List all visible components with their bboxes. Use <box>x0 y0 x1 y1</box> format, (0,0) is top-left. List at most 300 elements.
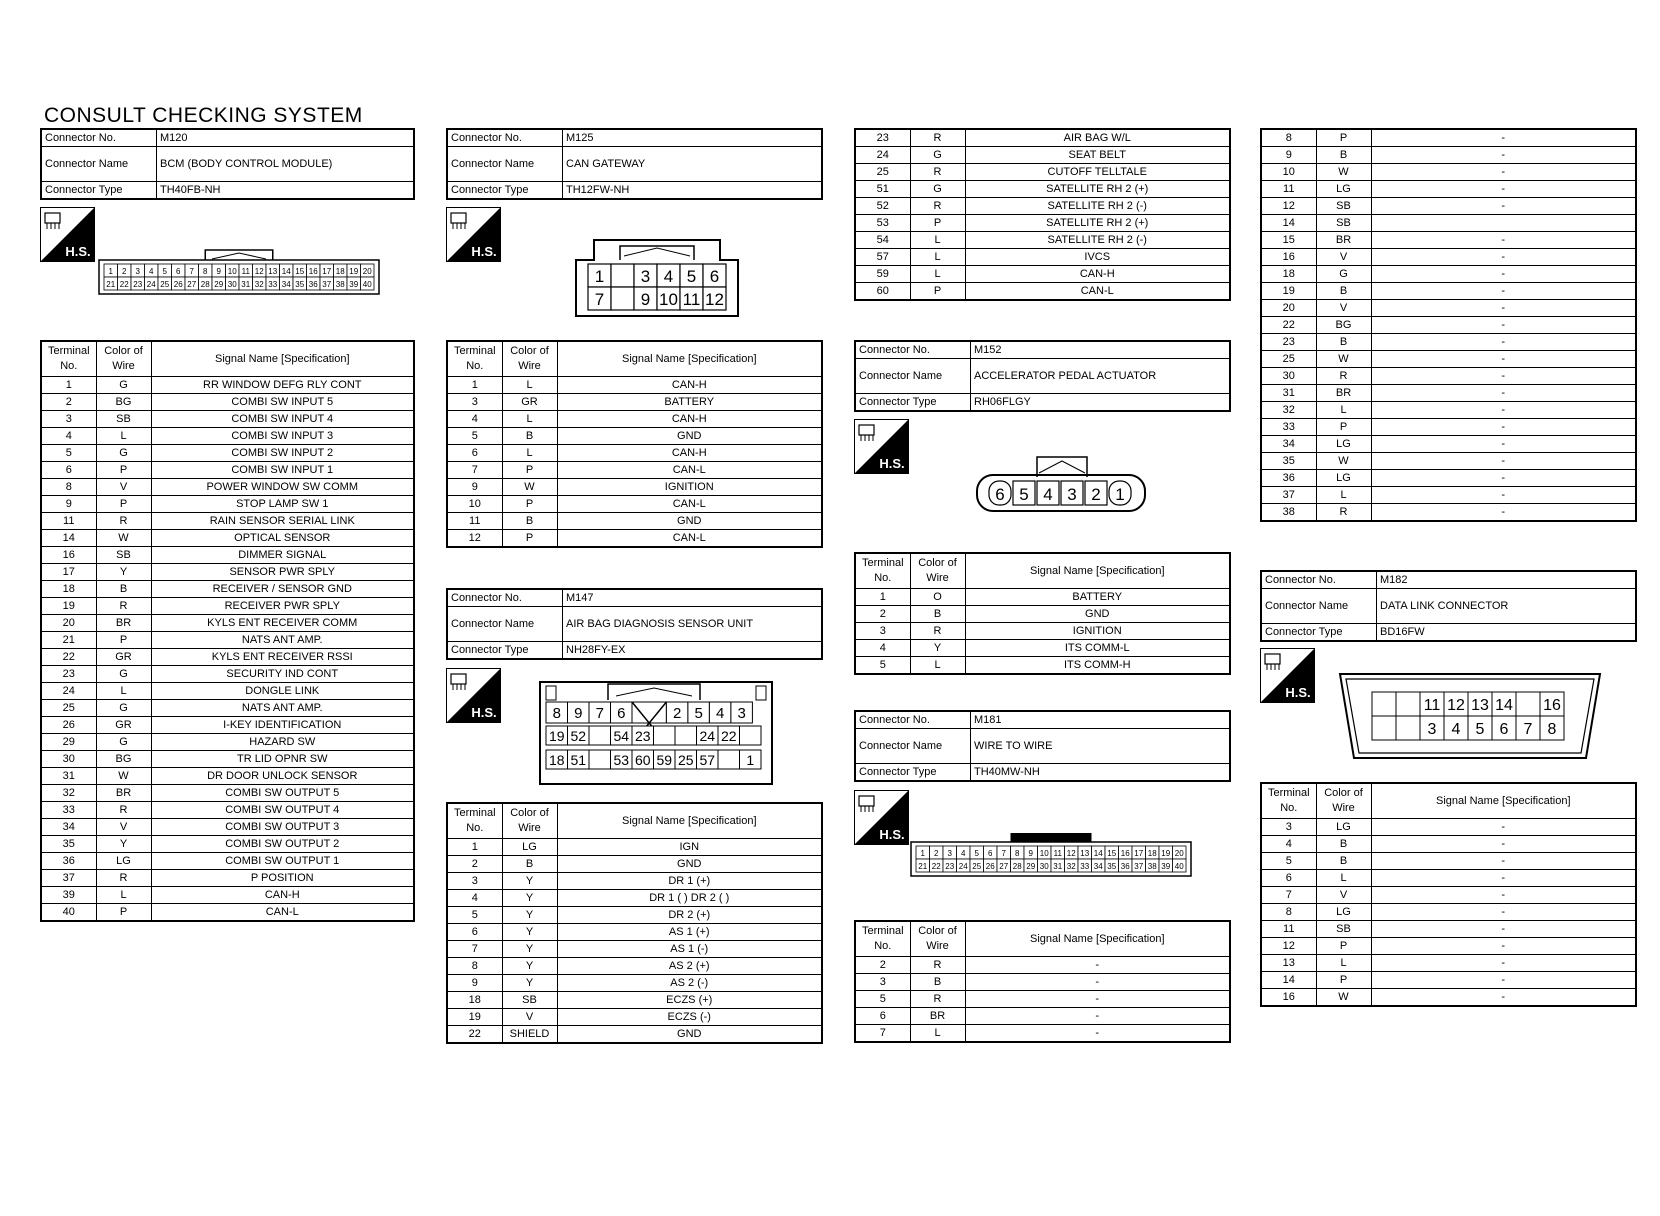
pin-number: 34 <box>1093 862 1103 871</box>
pin-number: 12 <box>1447 697 1465 714</box>
terminal-no-cell: 3 <box>41 411 96 428</box>
pin-row <box>447 377 822 394</box>
pin-number: 57 <box>699 752 716 768</box>
connector-key <box>1011 833 1092 842</box>
pin-number: 36 <box>308 280 318 289</box>
pin-number: 3 <box>947 849 952 858</box>
pin-number: 16 <box>1120 849 1130 858</box>
m125-pin-section <box>446 340 823 548</box>
signal-name-cell: COMBI SW INPUT 1 <box>151 462 414 479</box>
hs-connector-icon <box>446 668 501 723</box>
pin-number: 39 <box>1161 862 1171 871</box>
m152-connector-diagram <box>975 455 1147 521</box>
terminal-no-cell: 5 <box>855 991 910 1008</box>
pin-number: 7 <box>594 290 605 309</box>
wire-color-cell: SB <box>502 992 557 1009</box>
m152-pin-section <box>854 552 1231 675</box>
pin-number: 38 <box>335 280 345 289</box>
wire-color-cell: LG <box>96 853 151 870</box>
wire-color-cell: P <box>910 215 965 232</box>
signal-name-cell: ITS COMM-H <box>965 657 1230 675</box>
pin-number: 7 <box>189 267 194 276</box>
color-of-wire-header: Color of Wire <box>910 921 965 957</box>
pin-number: 1 <box>1115 485 1125 504</box>
terminal-no-cell: 37 <box>41 870 96 887</box>
signal-name-cell: BATTERY <box>557 394 822 411</box>
pin-number: 5 <box>694 705 703 722</box>
pin-number: 31 <box>1053 862 1063 871</box>
wire-color-cell: V <box>1316 300 1371 317</box>
signal-name-cell: GND <box>557 856 822 873</box>
terminal-no-cell: 34 <box>41 819 96 836</box>
pin-row <box>447 873 822 890</box>
terminal-no-header: Terminal No. <box>1261 783 1316 819</box>
pin-number: 17 <box>1134 849 1144 858</box>
pin-row <box>41 717 414 734</box>
terminal-no-cell: 20 <box>41 615 96 632</box>
pin-row <box>41 530 414 547</box>
terminal-no-cell: 54 <box>855 232 910 249</box>
wire-color-cell: L <box>502 377 557 394</box>
m152-pin-table <box>854 552 1231 675</box>
pin-row <box>447 496 822 513</box>
m147-pin-table <box>446 802 823 1044</box>
pin-row <box>1261 853 1636 870</box>
connector-name-value: BCM (BODY CONTROL MODULE) <box>157 147 415 182</box>
wire-color-cell: W <box>1316 164 1371 181</box>
terminal-no-cell: 32 <box>41 785 96 802</box>
pin-row <box>1261 351 1636 368</box>
terminal-no-cell: 1 <box>447 377 502 394</box>
pin-number: 6 <box>988 849 993 858</box>
signal-name-cell: DIMMER SIGNAL <box>151 547 414 564</box>
pin-number: 21 <box>106 280 116 289</box>
signal-name-cell: DR DOOR UNLOCK SENSOR <box>151 768 414 785</box>
pin-row <box>855 657 1230 675</box>
signal-name-cell: - <box>1371 317 1636 334</box>
signal-name-cell: - <box>1371 870 1636 887</box>
m147-pin-section <box>446 802 823 1044</box>
pin-row <box>41 819 414 836</box>
wire-color-cell: L <box>502 445 557 462</box>
pin-cell <box>675 726 697 745</box>
pin-row <box>1261 955 1636 972</box>
pin-number: 10 <box>227 267 237 276</box>
pin-cell <box>1516 692 1540 716</box>
pin-row <box>41 547 414 564</box>
signal-name-cell: GND <box>965 606 1230 623</box>
terminal-no-cell: 4 <box>41 428 96 445</box>
signal-name-header: Signal Name [Specification] <box>151 341 414 377</box>
signal-name-cell: COMBI SW OUTPUT 4 <box>151 802 414 819</box>
terminal-no-cell: 30 <box>1261 368 1316 385</box>
connector-no-value: M152 <box>971 341 1231 359</box>
pin-row <box>855 991 1230 1008</box>
pin-number: 4 <box>663 267 674 286</box>
pin-row <box>41 615 414 632</box>
pin-number: 31 <box>241 280 251 289</box>
pin-row <box>41 700 414 717</box>
terminal-no-cell: 35 <box>1261 453 1316 470</box>
terminal-no-cell: 22 <box>447 1026 502 1044</box>
signal-name-cell: IGNITION <box>557 479 822 496</box>
pin-row <box>41 479 414 496</box>
pin-number: 11 <box>1423 697 1441 714</box>
pin-number: 35 <box>1107 862 1117 871</box>
pin-number: 23 <box>133 280 143 289</box>
connector-type-value: TH12FW-NH <box>563 182 823 200</box>
signal-name-cell: ITS COMM-L <box>965 640 1230 657</box>
wire-color-cell: B <box>1316 283 1371 300</box>
wire-color-cell: GR <box>502 394 557 411</box>
pin-row <box>447 530 822 548</box>
wire-color-cell: G <box>96 700 151 717</box>
pin-row <box>855 1008 1230 1025</box>
wire-color-cell: V <box>1316 887 1371 904</box>
terminal-no-cell: 30 <box>41 751 96 768</box>
connector-no-value: M120 <box>157 129 415 147</box>
terminal-no-cell: 6 <box>855 1008 910 1025</box>
terminal-no-cell: 37 <box>1261 487 1316 504</box>
signal-name-cell: - <box>1371 232 1636 249</box>
terminal-no-cell: 7 <box>1261 887 1316 904</box>
pin-number: 2 <box>1091 485 1101 504</box>
pin-row <box>855 606 1230 623</box>
wire-color-cell: G <box>96 445 151 462</box>
m120-info-table <box>40 128 415 200</box>
pin-number: 14 <box>1495 697 1513 714</box>
connector-no-label: Connector No. <box>447 129 563 147</box>
connector-type-value: TH40FB-NH <box>157 182 415 200</box>
pin-row <box>1261 181 1636 198</box>
signal-name-header: Signal Name [Specification] <box>557 341 822 377</box>
terminal-no-cell: 57 <box>855 249 910 266</box>
terminal-no-cell: 9 <box>41 496 96 513</box>
wire-color-cell: R <box>910 623 965 640</box>
signal-name-cell: TR LID OPNR SW <box>151 751 414 768</box>
m182-info-table <box>1260 570 1637 642</box>
pin-row <box>855 266 1230 283</box>
wire-color-cell: B <box>502 428 557 445</box>
signal-name-cell: RECEIVER / SENSOR GND <box>151 581 414 598</box>
terminal-no-cell: 52 <box>855 198 910 215</box>
connector-latch <box>1039 461 1085 473</box>
pin-cell <box>611 287 634 310</box>
wire-color-cell: P <box>502 530 557 548</box>
wire-color-cell: R <box>96 802 151 819</box>
pin-row <box>1261 972 1636 989</box>
signal-name-cell: - <box>1371 989 1636 1007</box>
pin-row <box>1261 215 1636 232</box>
pin-number: 32 <box>254 280 264 289</box>
pin-row <box>41 445 414 462</box>
terminal-no-cell: 2 <box>855 957 910 974</box>
terminal-no-cell: 16 <box>1261 249 1316 266</box>
connector-name-label: Connector Name <box>855 359 971 394</box>
wire-color-cell: LG <box>1316 181 1371 198</box>
signal-name-cell: DR 1 ( ) DR 2 ( ) <box>557 890 822 907</box>
m147-continued-section <box>854 128 1231 301</box>
pin-row <box>1261 283 1636 300</box>
signal-name-cell: - <box>1371 453 1636 470</box>
signal-name-cell: IGN <box>557 839 822 856</box>
pin-row <box>855 957 1230 974</box>
wire-color-cell: G <box>96 377 151 394</box>
wire-color-cell: P <box>502 496 557 513</box>
wire-color-cell: GR <box>96 717 151 734</box>
terminal-no-cell: 14 <box>1261 972 1316 989</box>
signal-name-cell: AIR BAG W/L <box>965 129 1230 147</box>
wire-color-cell: R <box>96 513 151 530</box>
color-of-wire-header: Color of Wire <box>910 553 965 589</box>
wire-color-cell: W <box>502 479 557 496</box>
hs-label: H.S. <box>471 705 497 720</box>
pin-number: 16 <box>308 267 318 276</box>
pin-row <box>447 941 822 958</box>
pin-number: 9 <box>1028 849 1033 858</box>
terminal-no-cell: 33 <box>41 802 96 819</box>
pin-number: 11 <box>682 290 701 309</box>
signal-name-cell: AS 1 (-) <box>557 941 822 958</box>
terminal-no-cell: 3 <box>447 873 502 890</box>
signal-name-cell: - <box>1371 147 1636 164</box>
pin-number: 3 <box>1427 721 1437 738</box>
signal-name-cell: - <box>1371 198 1636 215</box>
terminal-no-cell: 21 <box>41 632 96 649</box>
pin-number: 23 <box>634 728 651 744</box>
pin-row <box>1261 249 1636 266</box>
terminal-no-cell: 22 <box>1261 317 1316 334</box>
pin-number: 7 <box>1523 721 1533 738</box>
pin-number: 23 <box>945 862 955 871</box>
pin-number: 37 <box>322 280 332 289</box>
pin-number: 5 <box>686 267 697 286</box>
signal-name-cell: OPTICAL SENSOR <box>151 530 414 547</box>
wire-color-cell: L <box>910 1025 965 1043</box>
signal-name-cell: CAN-H <box>557 445 822 462</box>
signal-name-cell: ECZS (+) <box>557 992 822 1009</box>
pin-row <box>1261 232 1636 249</box>
terminal-no-cell: 2 <box>447 856 502 873</box>
terminal-no-cell: 19 <box>447 1009 502 1026</box>
pin-number: 20 <box>1174 849 1184 858</box>
signal-name-cell: GND <box>557 1026 822 1044</box>
pin-number: 7 <box>1001 849 1006 858</box>
wire-color-cell: G <box>910 147 965 164</box>
wire-color-cell: P <box>1316 938 1371 955</box>
pin-row <box>855 181 1230 198</box>
pin-number: 54 <box>613 728 630 744</box>
connector-no-label: Connector No. <box>855 711 971 729</box>
terminal-no-cell: 4 <box>447 411 502 428</box>
wire-color-cell: Y <box>96 836 151 853</box>
pin-row <box>41 768 414 785</box>
terminal-no-cell: 25 <box>1261 351 1316 368</box>
pin-number: 16 <box>1543 697 1561 714</box>
terminal-no-cell: 16 <box>1261 989 1316 1007</box>
terminal-no-cell: 5 <box>447 907 502 924</box>
signal-name-cell: SATELLITE RH 2 (+) <box>965 215 1230 232</box>
pin-number: 17 <box>322 267 332 276</box>
pin-row <box>447 1026 822 1044</box>
pin-number: 20 <box>362 267 372 276</box>
terminal-no-cell: 25 <box>855 164 910 181</box>
pin-row <box>41 870 414 887</box>
terminal-no-cell: 4 <box>447 890 502 907</box>
pin-row <box>447 394 822 411</box>
signal-name-cell: IGNITION <box>965 623 1230 640</box>
wire-color-cell: W <box>1316 351 1371 368</box>
m120-pin-section <box>40 340 415 922</box>
pin-row <box>447 907 822 924</box>
wire-color-cell: P <box>1316 419 1371 436</box>
pin-row <box>1261 904 1636 921</box>
connector-no-value: M147 <box>563 589 823 607</box>
wire-color-cell: R <box>96 870 151 887</box>
terminal-no-cell: 18 <box>447 992 502 1009</box>
signal-name-cell: - <box>1371 853 1636 870</box>
terminal-no-cell: 4 <box>855 640 910 657</box>
wire-color-cell: P <box>910 283 965 301</box>
connector-type-label: Connector Type <box>41 182 157 200</box>
wire-color-cell: W <box>96 768 151 785</box>
pin-number: 18 <box>1147 849 1157 858</box>
wire-color-cell: P <box>96 496 151 513</box>
color-of-wire-header: Color of Wire <box>96 341 151 377</box>
pin-number: 30 <box>227 280 237 289</box>
terminal-no-cell: 6 <box>447 445 502 462</box>
pin-number: 8 <box>552 705 561 722</box>
terminal-no-cell: 2 <box>855 606 910 623</box>
wire-color-cell: LG <box>1316 819 1371 836</box>
wire-color-cell: W <box>1316 989 1371 1007</box>
pin-row <box>855 232 1230 249</box>
pin-row <box>855 164 1230 181</box>
m120-pin-table <box>40 340 415 922</box>
connector-type-value: NH28FY-EX <box>563 642 823 660</box>
signal-name-cell: - <box>1371 836 1636 853</box>
terminal-no-cell: 9 <box>447 975 502 992</box>
terminal-no-cell: 16 <box>41 547 96 564</box>
signal-name-cell: ECZS (-) <box>557 1009 822 1026</box>
pin-row <box>41 802 414 819</box>
terminal-no-cell: 40 <box>41 904 96 922</box>
terminal-no-cell: 26 <box>41 717 96 734</box>
pin-row <box>447 890 822 907</box>
pin-number: 22 <box>931 862 941 871</box>
wire-color-cell: Y <box>502 873 557 890</box>
wire-color-cell: G <box>910 181 965 198</box>
connector-no-value: M181 <box>971 711 1231 729</box>
m125-connector-diagram <box>574 232 740 318</box>
pin-number: 51 <box>570 752 587 768</box>
pin-number: 2 <box>672 705 682 722</box>
wire-color-cell: Y <box>502 975 557 992</box>
wire-color-cell: GR <box>96 649 151 666</box>
pin-number: 24 <box>958 862 968 871</box>
signal-name-cell: - <box>965 991 1230 1008</box>
wire-color-cell: G <box>96 666 151 683</box>
pin-number: 29 <box>1026 862 1036 871</box>
pin-number: 37 <box>1134 862 1144 871</box>
wire-color-cell: B <box>1316 853 1371 870</box>
signal-name-cell: - <box>1371 819 1636 836</box>
signal-name-cell: - <box>1371 938 1636 955</box>
signal-name-cell: SENSOR PWR SPLY <box>151 564 414 581</box>
signal-name-cell: - <box>965 957 1230 974</box>
terminal-no-cell: 3 <box>855 974 910 991</box>
wire-color-cell: Y <box>502 924 557 941</box>
terminal-no-cell: 23 <box>41 666 96 683</box>
terminal-no-header: Terminal No. <box>447 341 502 377</box>
pin-number: 30 <box>1039 862 1049 871</box>
pin-row <box>1261 887 1636 904</box>
signal-name-cell: COMBI SW OUTPUT 5 <box>151 785 414 802</box>
pin-number: 21 <box>918 862 928 871</box>
terminal-no-cell: 1 <box>41 377 96 394</box>
pin-cell <box>589 750 611 769</box>
terminal-no-cell: 33 <box>1261 419 1316 436</box>
signal-name-cell: CAN-L <box>557 496 822 513</box>
terminal-no-header: Terminal No. <box>447 803 502 839</box>
terminal-no-cell: 12 <box>1261 198 1316 215</box>
pin-row <box>1261 989 1636 1007</box>
pin-number: 13 <box>268 267 278 276</box>
signal-name-cell: - <box>1371 955 1636 972</box>
terminal-no-cell: 1 <box>855 589 910 606</box>
pin-number: 2 <box>122 267 127 276</box>
wire-color-cell: SB <box>96 411 151 428</box>
terminal-no-cell: 34 <box>1261 436 1316 453</box>
wire-color-cell: R <box>910 991 965 1008</box>
pin-number: 5 <box>162 267 167 276</box>
pin-cell <box>611 264 634 287</box>
terminal-no-cell: 12 <box>1261 938 1316 955</box>
pin-row <box>41 887 414 904</box>
m147-section <box>446 588 823 660</box>
pin-row <box>41 496 414 513</box>
pin-number: 12 <box>254 267 264 276</box>
signal-name-cell: I-KEY IDENTIFICATION <box>151 717 414 734</box>
wire-color-cell: L <box>910 266 965 283</box>
wire-color-cell: Y <box>910 640 965 657</box>
pin-row <box>41 428 414 445</box>
wire-color-cell: Y <box>502 890 557 907</box>
terminal-no-cell: 17 <box>41 564 96 581</box>
signal-name-cell: - <box>965 1008 1230 1025</box>
connector-no-value: M125 <box>563 129 823 147</box>
signal-name-cell: NATS ANT AMP. <box>151 700 414 717</box>
signal-name-cell: COMBI SW OUTPUT 1 <box>151 853 414 870</box>
terminal-no-cell: 10 <box>1261 164 1316 181</box>
m181-section <box>854 710 1231 782</box>
pin-row <box>41 394 414 411</box>
pin-number: 25 <box>972 862 982 871</box>
wire-color-cell: B <box>1316 147 1371 164</box>
signal-name-cell: POWER WINDOW SW COMM <box>151 479 414 496</box>
connector-type-value: BD16FW <box>1377 624 1637 642</box>
pin-number: 1 <box>594 267 605 286</box>
signal-name-header: Signal Name [Specification] <box>557 803 822 839</box>
connector-no-label: Connector No. <box>1261 571 1377 589</box>
terminal-no-cell: 6 <box>41 462 96 479</box>
signal-name-cell: COMBI SW OUTPUT 3 <box>151 819 414 836</box>
terminal-no-cell: 1 <box>447 839 502 856</box>
pin-number: 4 <box>149 267 154 276</box>
signal-name-cell: CAN-L <box>557 530 822 548</box>
wire-color-cell: BR <box>96 785 151 802</box>
signal-name-cell: CAN-H <box>557 411 822 428</box>
